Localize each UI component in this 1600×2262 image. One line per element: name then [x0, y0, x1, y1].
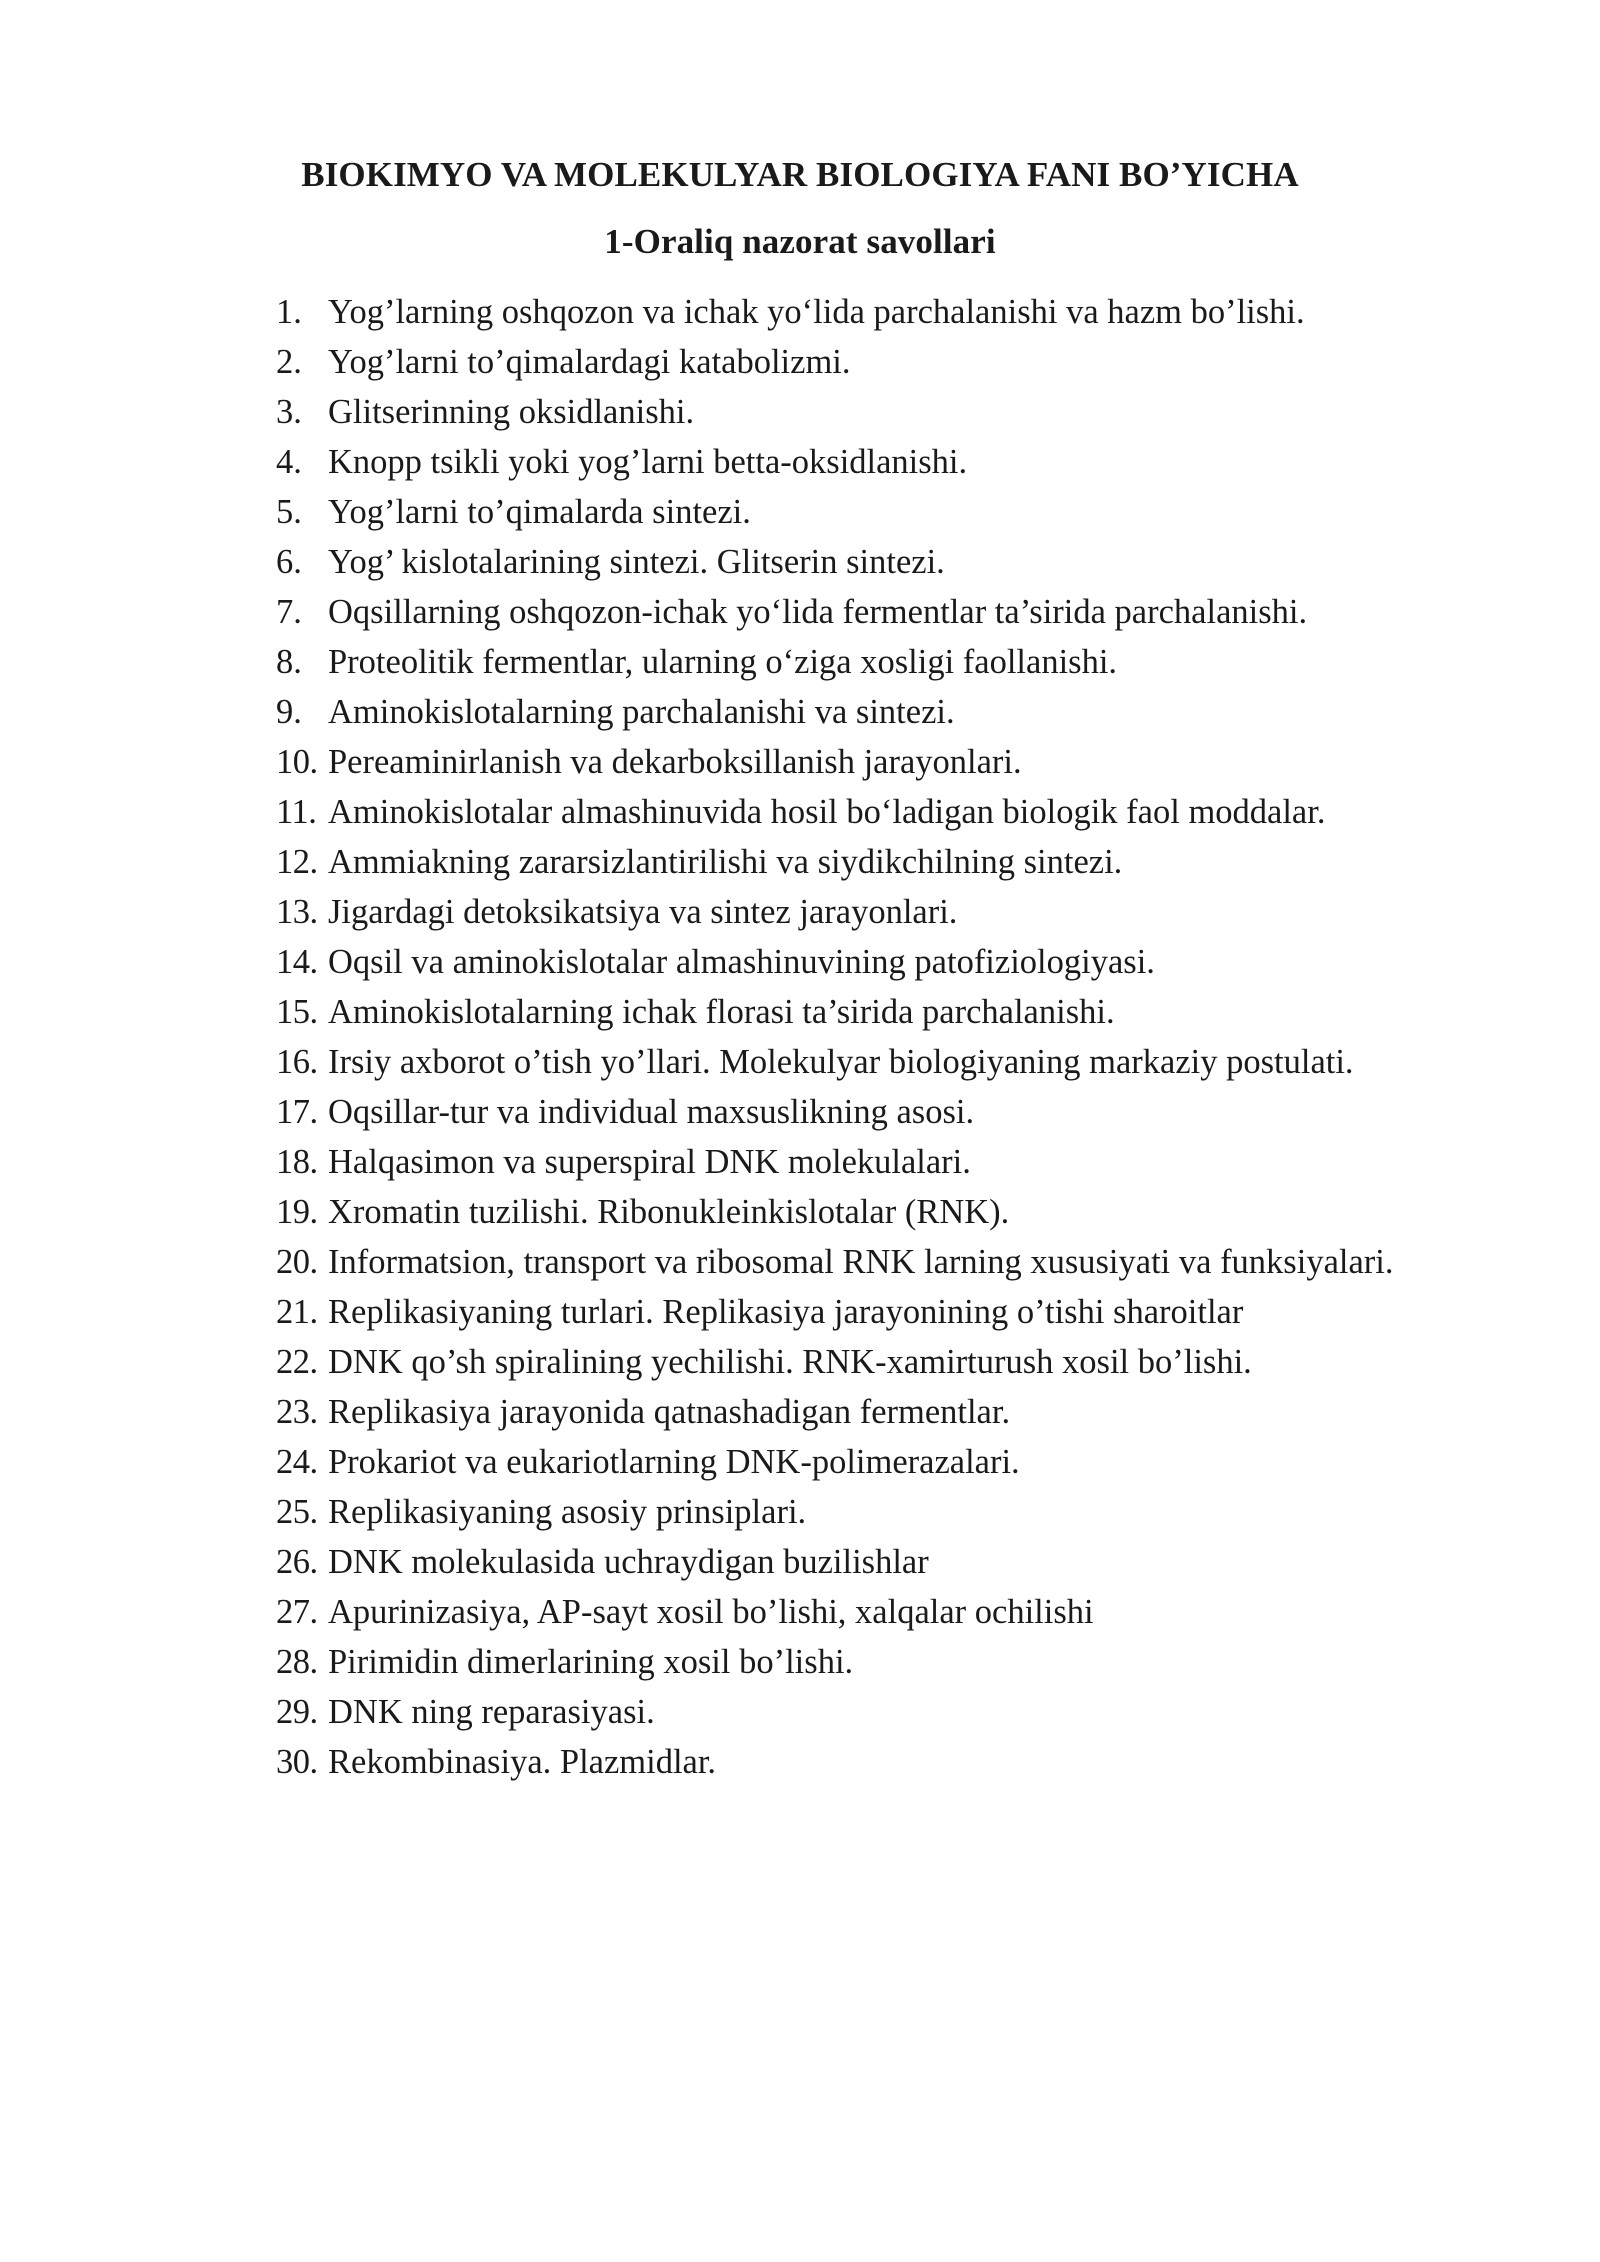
question-text: DNK molekulasida uchraydigan buzilishlar: [328, 1543, 929, 1581]
question-number: 16.: [276, 1043, 318, 1081]
question-item: [276, 287, 1488, 337]
question-text: Halqasimon va superspiral DNK molekulalari.: [328, 1143, 971, 1181]
question-number: 20.: [276, 1243, 318, 1281]
question-item: [276, 837, 1488, 887]
question-item: [276, 1037, 1488, 1087]
question-item: [276, 437, 1488, 487]
question-text: Irsiy axborot o’tish yo’llari. Molekulyar biologiyaning markaziy postulati.: [328, 1043, 1354, 1081]
question-text: Ammiakning zararsizlantirilishi va siydikchilning sintezi.: [328, 843, 1123, 881]
question-number: 3.: [276, 393, 302, 431]
question-number: 15.: [276, 993, 318, 1031]
question-number: 23.: [276, 1393, 318, 1431]
question-item: [276, 637, 1488, 687]
question-number: 8.: [276, 643, 302, 681]
question-item: [276, 1237, 1488, 1287]
question-number: 21.: [276, 1293, 318, 1331]
question-item: [276, 787, 1488, 837]
question-item: [276, 1487, 1488, 1537]
question-item: [276, 387, 1488, 437]
question-text: Aminokislotalarning ichak florasi ta’sirida parchalanishi.: [328, 993, 1115, 1031]
question-number: 10.: [276, 743, 318, 781]
question-item: [276, 1087, 1488, 1137]
question-item: [276, 1287, 1488, 1337]
question-text: Yog’larning oshqozon va ichak yo‘lida parchalanishi va hazm bo’lishi.: [328, 293, 1305, 331]
question-text: Aminokislotalarning parchalanishi va sintezi.: [328, 693, 955, 731]
question-text: Yog’larni to’qimalardagi katabolizmi.: [328, 343, 851, 381]
question-item: [276, 487, 1488, 537]
question-number: 24.: [276, 1443, 318, 1481]
question-number: 27.: [276, 1593, 318, 1631]
question-item: [276, 1587, 1488, 1637]
question-number: 11.: [276, 793, 317, 831]
question-item: [276, 537, 1488, 587]
question-number: 9.: [276, 693, 302, 731]
question-item: [276, 337, 1488, 387]
question-text: Proteolitik fermentlar, ularning o‘ziga xosligi faollanishi.: [328, 643, 1118, 681]
question-text: Oqsil va aminokislotalar almashinuvining patofiziologiyasi.: [328, 943, 1155, 981]
question-item: [276, 1387, 1488, 1437]
question-number: 2.: [276, 343, 302, 381]
question-item: [276, 737, 1488, 787]
question-text: Xromatin tuzilishi. Ribonukleinkislotalar (RNK).: [328, 1193, 1010, 1231]
question-text: Prokariot va eukariotlarning DNK-polimerazalari.: [328, 1443, 1020, 1481]
document-subtitle: 1-Oraliq nazorat savollari: [604, 222, 996, 261]
question-item: [276, 1687, 1488, 1737]
question-item: [276, 1437, 1488, 1487]
question-text: Replikasiya jarayonida qatnashadigan fermentlar.: [328, 1393, 1011, 1431]
question-text: Yog’ kislotalarining sintezi. Glitserin sintezi.: [328, 543, 945, 581]
question-item: [276, 987, 1488, 1037]
question-number: 29.: [276, 1693, 318, 1731]
question-text: Knopp tsikli yoki yog’larni betta-oksidlanishi.: [328, 443, 968, 481]
question-text: Jigardagi detoksikatsiya va sintez jarayonlari.: [328, 893, 958, 931]
question-item: [276, 1187, 1488, 1237]
question-text: Pirimidin dimerlarining xosil bo’lishi.: [328, 1643, 854, 1681]
question-number: 28.: [276, 1643, 318, 1681]
question-list: [276, 287, 1488, 1787]
question-item: [276, 1137, 1488, 1187]
question-text: Oqsillarning oshqozon-ichak yo‘lida fermentlar ta’sirida parchalanishi.: [328, 593, 1308, 631]
question-item: [276, 1537, 1488, 1587]
question-number: 4.: [276, 443, 302, 481]
question-item: [276, 887, 1488, 937]
question-number: 26.: [276, 1543, 318, 1581]
question-number: 14.: [276, 943, 318, 981]
question-text: Rekombinasiya. Plazmidlar.: [328, 1743, 717, 1781]
question-text: Pereaminirlanish va dekarboksillanish jarayonlari.: [328, 743, 1022, 781]
question-item: [276, 587, 1488, 637]
question-text: DNK qo’sh spiralining yechilishi. RNK-xamirturush xosil bo’lishi.: [328, 1343, 1252, 1381]
question-number: 7.: [276, 593, 302, 631]
question-number: 19.: [276, 1193, 318, 1231]
question-number: 6.: [276, 543, 302, 581]
question-item: [276, 687, 1488, 737]
question-number: 1.: [276, 293, 302, 331]
question-text: Replikasiyaning turlari. Replikasiya jarayonining o’tishi sharoitlar: [328, 1293, 1244, 1331]
question-item: [276, 1337, 1488, 1387]
question-text: Oqsillar-tur va individual maxsuslikning asosi.: [328, 1093, 975, 1131]
question-number: 5.: [276, 493, 302, 531]
question-number: 30.: [276, 1743, 318, 1781]
question-item: [276, 1637, 1488, 1687]
question-item: [276, 1737, 1488, 1787]
question-number: 13.: [276, 893, 318, 931]
question-text: Replikasiyaning asosiy prinsiplari.: [328, 1493, 807, 1531]
question-number: 22.: [276, 1343, 318, 1381]
question-text: Glitserinning oksidlanishi.: [328, 393, 695, 431]
question-text: DNK ning reparasiyasi.: [328, 1693, 655, 1731]
question-number: 25.: [276, 1493, 318, 1531]
question-text: Apurinizasiya, AP-sayt xosil bo’lishi, xalqalar ochilishi: [328, 1593, 1094, 1631]
question-item: [276, 937, 1488, 987]
question-number: 17.: [276, 1093, 318, 1131]
question-number: 18.: [276, 1143, 318, 1181]
question-text: Aminokislotalar almashinuvida hosil bo‘ladigan biologik faol moddalar.: [328, 793, 1326, 831]
document-title: BIOKIMYO VA MOLEKULYAR BIOLOGIYA FANI BO’YICHA: [301, 155, 1299, 194]
question-text: Informatsion, transport va ribosomal RNK larning xususiyati va funksiyalari.: [328, 1243, 1394, 1281]
question-text: Yog’larni to’qimalarda sintezi.: [328, 493, 751, 531]
question-number: 12.: [276, 843, 318, 881]
